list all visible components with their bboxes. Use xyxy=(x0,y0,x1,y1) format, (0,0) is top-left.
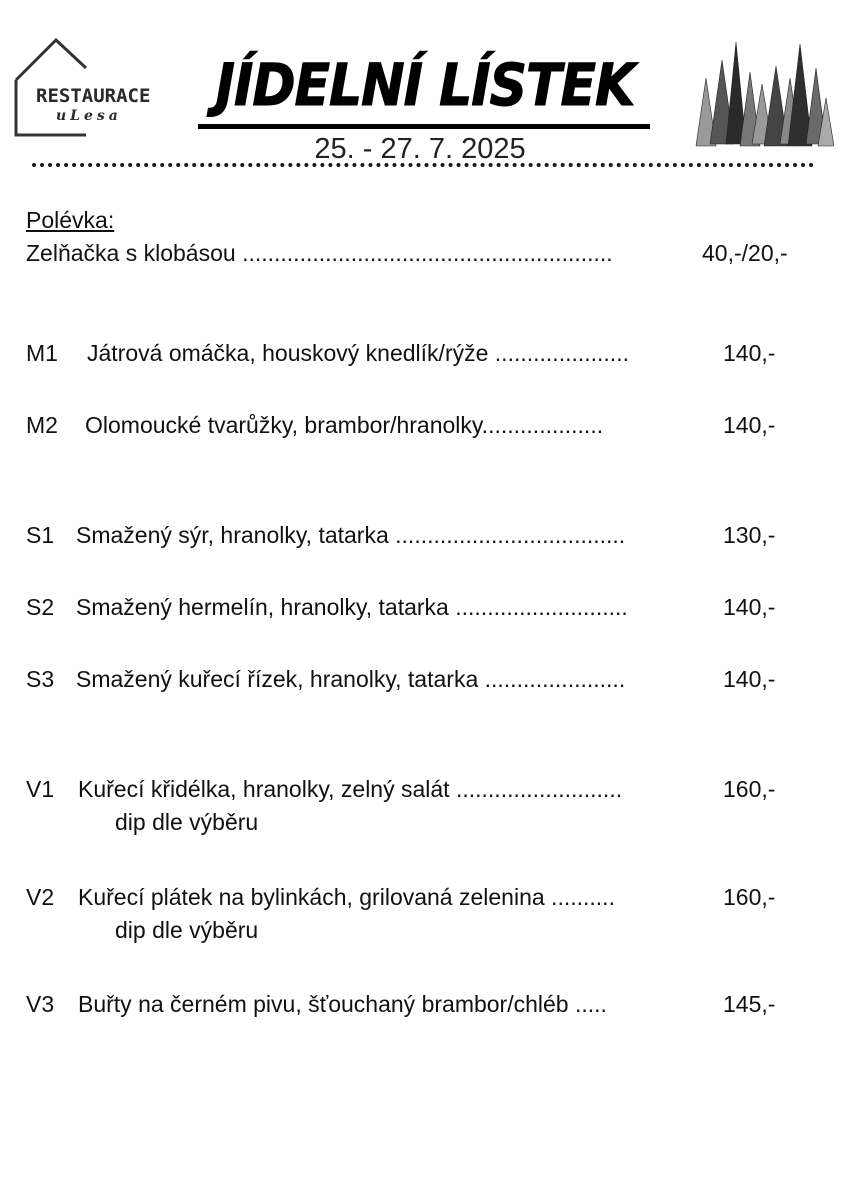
item-price: 160,- xyxy=(723,776,776,802)
item-name: Olomoucké tvarůžky, brambor/hranolky................... xyxy=(85,412,604,438)
item-code: V2 xyxy=(26,884,55,910)
item-note: dip dle výběru xyxy=(115,917,259,943)
item-code: S3 xyxy=(26,666,55,692)
pine-trees-icon xyxy=(684,38,834,150)
item-code: S1 xyxy=(26,522,55,548)
menu-item-v3 xyxy=(26,988,816,1021)
menu-list xyxy=(26,204,816,1021)
logo-subtitle: uLesa xyxy=(56,108,122,124)
restaurant-logo xyxy=(14,38,164,138)
menu-item-v2 xyxy=(26,881,816,953)
item-price: 130,- xyxy=(723,522,776,548)
menu-item-s2 xyxy=(26,591,816,624)
logo-name: RESTAURACE xyxy=(36,85,151,107)
menu-item-s1 xyxy=(26,519,816,552)
item-price: 140,- xyxy=(723,340,776,366)
menu-item-m2 xyxy=(26,409,816,442)
item-price: 140,- xyxy=(723,594,776,620)
item-name: Kuřecí křidélka, hranolky, zelný salát .......................... xyxy=(78,776,623,802)
item-name: Smažený kuřecí řízek, hranolky, tatarka ...................... xyxy=(76,666,626,692)
item-name: Kuřecí plátek na bylinkách, grilovaná zelenina .......... xyxy=(78,884,615,910)
menu-date: 25. - 27. 7. 2025 xyxy=(314,133,526,165)
item-code: M2 xyxy=(26,412,58,438)
item-code: V1 xyxy=(26,776,55,802)
item-code: S2 xyxy=(26,594,55,620)
soup-price: 40,-/20,- xyxy=(702,240,788,266)
soup-row xyxy=(26,237,816,270)
item-note: dip dle výběru xyxy=(115,809,259,835)
header-divider xyxy=(32,163,814,167)
title-underline xyxy=(198,124,650,129)
item-price: 140,- xyxy=(723,412,776,438)
menu-item-v1 xyxy=(26,773,816,845)
item-price: 160,- xyxy=(723,884,776,910)
item-code: M1 xyxy=(26,340,58,366)
item-price: 145,- xyxy=(723,991,776,1017)
menu-item-m1 xyxy=(26,337,816,370)
item-name: Játrová omáčka, houskový knedlík/rýže ..................... xyxy=(87,340,629,366)
item-name: Smažený sýr, hranolky, tatarka .................................... xyxy=(76,522,626,548)
item-name: Buřty na černém pivu, šťouchaný brambor/chléb ..... xyxy=(78,991,607,1017)
menu-item-s3 xyxy=(26,663,816,696)
item-name: Smažený hermelín, hranolky, tatarka ........................... xyxy=(76,594,628,620)
soup-heading: Polévka: xyxy=(26,207,115,233)
item-code: V3 xyxy=(26,991,55,1017)
item-price: 140,- xyxy=(723,666,776,692)
soup-name: Zelňačka s klobásou .......................................................... xyxy=(26,240,613,266)
page-title: JÍDELNÍ LÍSTEK xyxy=(215,52,635,120)
